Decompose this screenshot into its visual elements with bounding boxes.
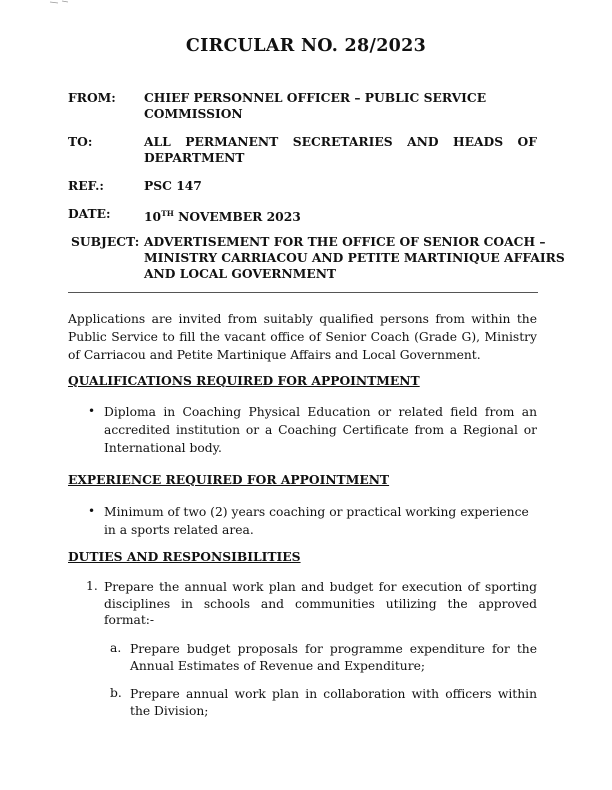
date-rest: NOVEMBER 2023 xyxy=(173,209,301,225)
to-line-1 xyxy=(144,134,537,150)
duty-sub-a-line-2: Annual Estimates of Revenue and Expenditure; xyxy=(130,658,426,673)
ref-value: PSC 147 xyxy=(144,178,202,193)
from-line-1: CHIEF PERSONNEL OFFICER – PUBLIC SERVICE xyxy=(144,90,487,105)
qualifications-bullet xyxy=(104,403,537,457)
date-suffix: TH xyxy=(161,209,174,218)
date-day: 10 xyxy=(144,209,162,225)
to-word: SECRETARIES xyxy=(292,134,393,149)
duty-sub-b-line-2: the Division; xyxy=(130,703,209,718)
subject-line-2: MINISTRY CARRIACOU AND PETITE MARTINIQUE AFFAIRS xyxy=(144,250,565,265)
circular-title: CIRCULAR NO. 28/2023 xyxy=(185,36,427,56)
qualifications-line-1: Diploma in Coaching Physical Education or related field from an xyxy=(104,405,537,419)
scan-mark-icon xyxy=(48,0,72,6)
qualifications-line-3: International body. xyxy=(104,441,222,455)
duty-item-1-line-3: format:- xyxy=(104,613,155,627)
duties-heading: DUTIES AND RESPONSIBILITIES xyxy=(68,549,301,564)
from-line-2: COMMISSION xyxy=(144,106,243,121)
intro-line-1: Applications are invited from suitably qualified persons from within the xyxy=(68,312,537,326)
date-value xyxy=(144,206,537,225)
duty-sub-b xyxy=(130,686,537,719)
intro-paragraph xyxy=(68,310,537,364)
duty-sub-b-line-1: Prepare annual work plan in collaboration with officers within xyxy=(130,687,537,701)
experience-bullet xyxy=(104,503,537,539)
to-value xyxy=(144,134,537,166)
duty-item-1 xyxy=(104,579,537,629)
experience-heading: EXPERIENCE REQUIRED FOR APPOINTMENT xyxy=(68,472,390,487)
subject-line-1: ADVERTISEMENT FOR THE OFFICE OF SENIOR COACH – xyxy=(144,234,546,249)
duty-sub-a-line-1: Prepare budget proposals for programme expenditure for the xyxy=(130,642,537,656)
qualifications-heading: QUALIFICATIONS REQUIRED FOR APPOINTMENT xyxy=(68,373,420,388)
intro-line-3: of Carriacou and Petite Martinique Affairs and Local Government. xyxy=(68,348,481,362)
to-word: HEADS xyxy=(453,134,504,149)
from-value xyxy=(144,90,537,122)
to-word: AND xyxy=(407,134,439,149)
ref-label: REF.: xyxy=(68,178,104,193)
to-line-2: DEPARTMENT xyxy=(144,150,245,165)
duty-item-1-line-2: disciplines in schools and communities utilizing the approved xyxy=(104,596,537,611)
qualifications-line-2: accredited institution or a Coaching Certificate from a Regional or xyxy=(104,423,537,437)
subject-label: SUBJECT: xyxy=(71,234,140,249)
duty-item-1-line-1: Prepare the annual work plan and budget for execution of sporting xyxy=(104,580,537,594)
to-word: ALL xyxy=(144,134,171,149)
intro-line-2: Public Service to fill the vacant office of Senior Coach (Grade G), Ministry xyxy=(68,330,537,344)
experience-line-2: in a sports related area. xyxy=(104,523,254,537)
subject-value xyxy=(144,234,565,282)
experience-line-1: Minimum of two (2) years coaching or practical working experience xyxy=(104,505,529,519)
subject-line-3: AND LOCAL GOVERNMENT xyxy=(144,266,337,281)
bullet-icon: • xyxy=(88,404,96,418)
to-word: OF xyxy=(517,134,537,149)
sub-a-marker: a. xyxy=(110,641,122,655)
date-label: DATE: xyxy=(68,206,111,221)
to-word: PERMANENT xyxy=(185,134,279,149)
to-label: TO: xyxy=(68,134,93,149)
from-label: FROM: xyxy=(68,90,116,105)
item-1-marker: 1. xyxy=(86,579,98,593)
bullet-icon: • xyxy=(88,504,96,518)
duty-sub-a xyxy=(130,641,537,674)
sub-b-marker: b. xyxy=(110,686,122,700)
separator-rule xyxy=(68,292,538,293)
